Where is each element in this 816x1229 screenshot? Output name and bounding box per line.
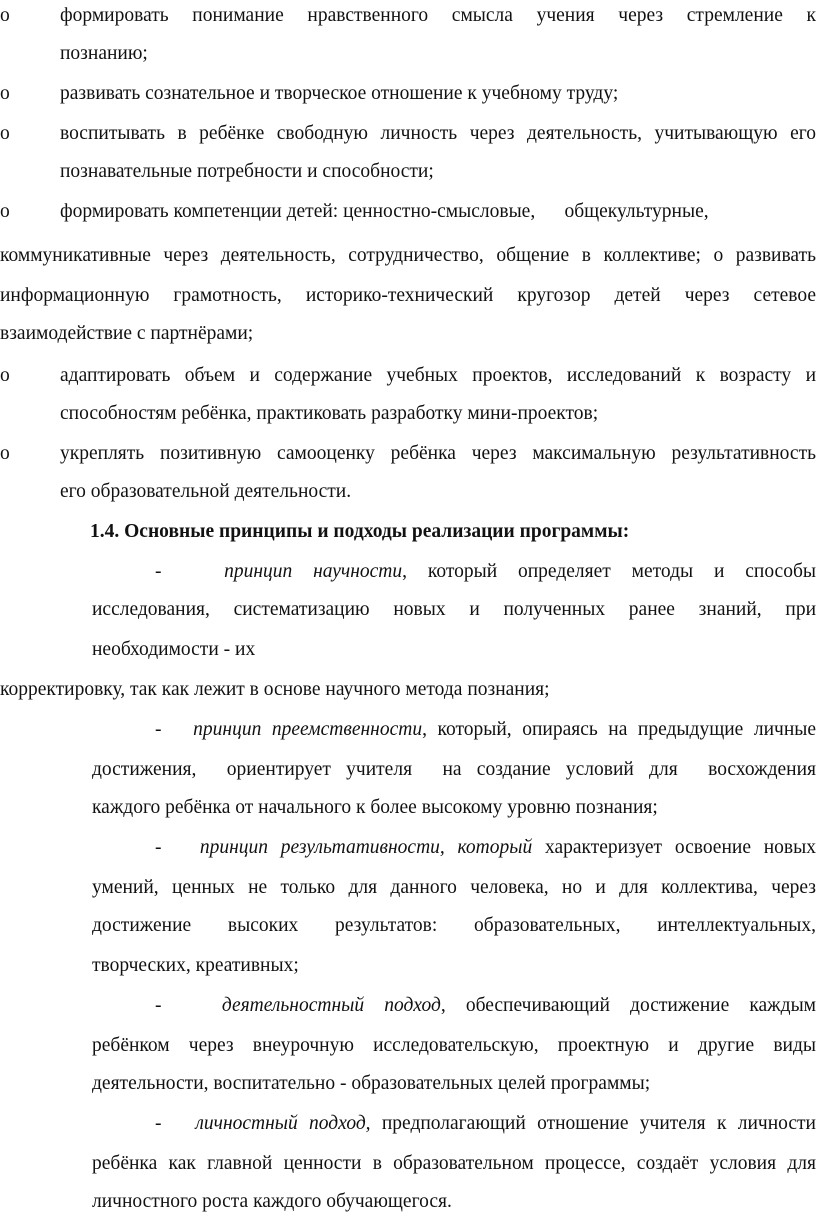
principle-1-line-3: необходимости - их (92, 639, 256, 660)
principle-3-term: принцип результативности, который (199, 837, 533, 858)
principle-5-term: личностный подход, (195, 1113, 371, 1134)
bullet-5-line-2: способностям ребёнка, практиковать разработку мини-проектов; (60, 403, 599, 424)
principle-4-rest: , обеспечивающий достижение каждым (440, 995, 816, 1016)
bullet-6-line-1: укреплять позитивную самооценку ребёнка через максимальную результативность (60, 443, 816, 464)
principle-4-line-3: деятельности, воспитательно - образовательных целей программы; (92, 1073, 651, 1094)
dash-marker: - (155, 995, 162, 1016)
principle-2-line-2: достижения, ориентирует учителя на создание условий для восхождения (92, 759, 816, 780)
principle-3-line-4: творческих, креативных; (92, 955, 299, 976)
principle-3-line-2: умений, ценных не только для данного человека, но и для коллектива, через (92, 877, 816, 898)
bullet-1-line-1: формировать понимание нравственного смысла учения через стремление к (60, 5, 816, 26)
principle-2-line-1 (155, 718, 816, 742)
dash-marker: - (155, 719, 162, 740)
dash-marker: - (155, 837, 162, 858)
bullet-3-line-1: воспитывать в ребёнке свободную личность через деятельность, учитывающую его (60, 123, 816, 144)
dash-marker: - (155, 561, 162, 582)
bullet-3-line-2: познавательные потребности и способности; (60, 161, 434, 182)
bullet-2-line-1: развивать сознательное и творческое отношение к учебному труду; (60, 83, 619, 104)
bullet-marker: o (0, 5, 10, 26)
principle-3-rest: характеризует освоение новых (532, 837, 816, 858)
principle-4-line-1 (155, 994, 816, 1018)
bullet-1-line-2: познанию; (60, 43, 148, 64)
principle-4-line-2: ребёнком через внеурочную исследовательскую, проектную и другие виды (92, 1035, 816, 1056)
principle-3-line-3: достижение высоких результатов: образовательных, интеллектуальных, (92, 915, 816, 936)
run-on-line-3: взаимодействие с партнёрами; (0, 323, 254, 344)
principle-1-line-1 (155, 560, 816, 584)
bullet-marker: o (0, 365, 10, 386)
bullet-marker: o (0, 201, 10, 222)
principle-1-outdent: корректировку, так как лежит в основе научного метода познания; (0, 679, 550, 700)
principle-1-rest: , который определяет методы и способы (402, 561, 816, 582)
principle-5-line-1 (155, 1112, 816, 1136)
principle-1-term: принцип научности (224, 561, 403, 582)
principle-1-line-2: исследования, систематизацию новых и полученных ранее знаний, при (92, 599, 816, 620)
bullet-marker: o (0, 123, 10, 144)
principle-2-term: принцип преемственности (193, 719, 423, 740)
principle-2-rest: , который, опираясь на предыдущие личные (422, 719, 816, 740)
principle-2-line-3: каждого ребёнка от начального к более высокому уровню познания; (92, 797, 658, 818)
principle-5-line-2: ребёнка как главной ценности в образовательном процессе, создаёт условия для (92, 1153, 816, 1174)
dash-marker: - (155, 1113, 162, 1134)
principle-5-rest: предполагающий отношение учителя к личности (370, 1113, 816, 1134)
bullet-4-line-1: формировать компетенции детей: ценностно-смысловые, общекультурные, (60, 201, 709, 222)
bullet-marker: o (0, 83, 10, 104)
bullet-5-line-1: адаптировать объем и содержание учебных проектов, исследований к возрасту и (60, 365, 816, 386)
bullet-6-line-2: его образовательной деятельности. (60, 481, 352, 502)
principle-4-term: деятельностный подход (221, 995, 441, 1016)
bullet-marker: o (0, 443, 10, 464)
principle-3-line-1 (155, 836, 816, 860)
run-on-line-1: коммуникативные через деятельность, сотрудничество, общение в коллективе; о развивать (0, 245, 816, 266)
run-on-line-2: информационную грамотность, историко-технический кругозор детей через сетевое (0, 285, 816, 306)
section-heading: 1.4. Основные принципы и подходы реализации программы: (90, 521, 630, 542)
principle-5-line-3: личностного роста каждого обучающегося. (92, 1191, 452, 1212)
